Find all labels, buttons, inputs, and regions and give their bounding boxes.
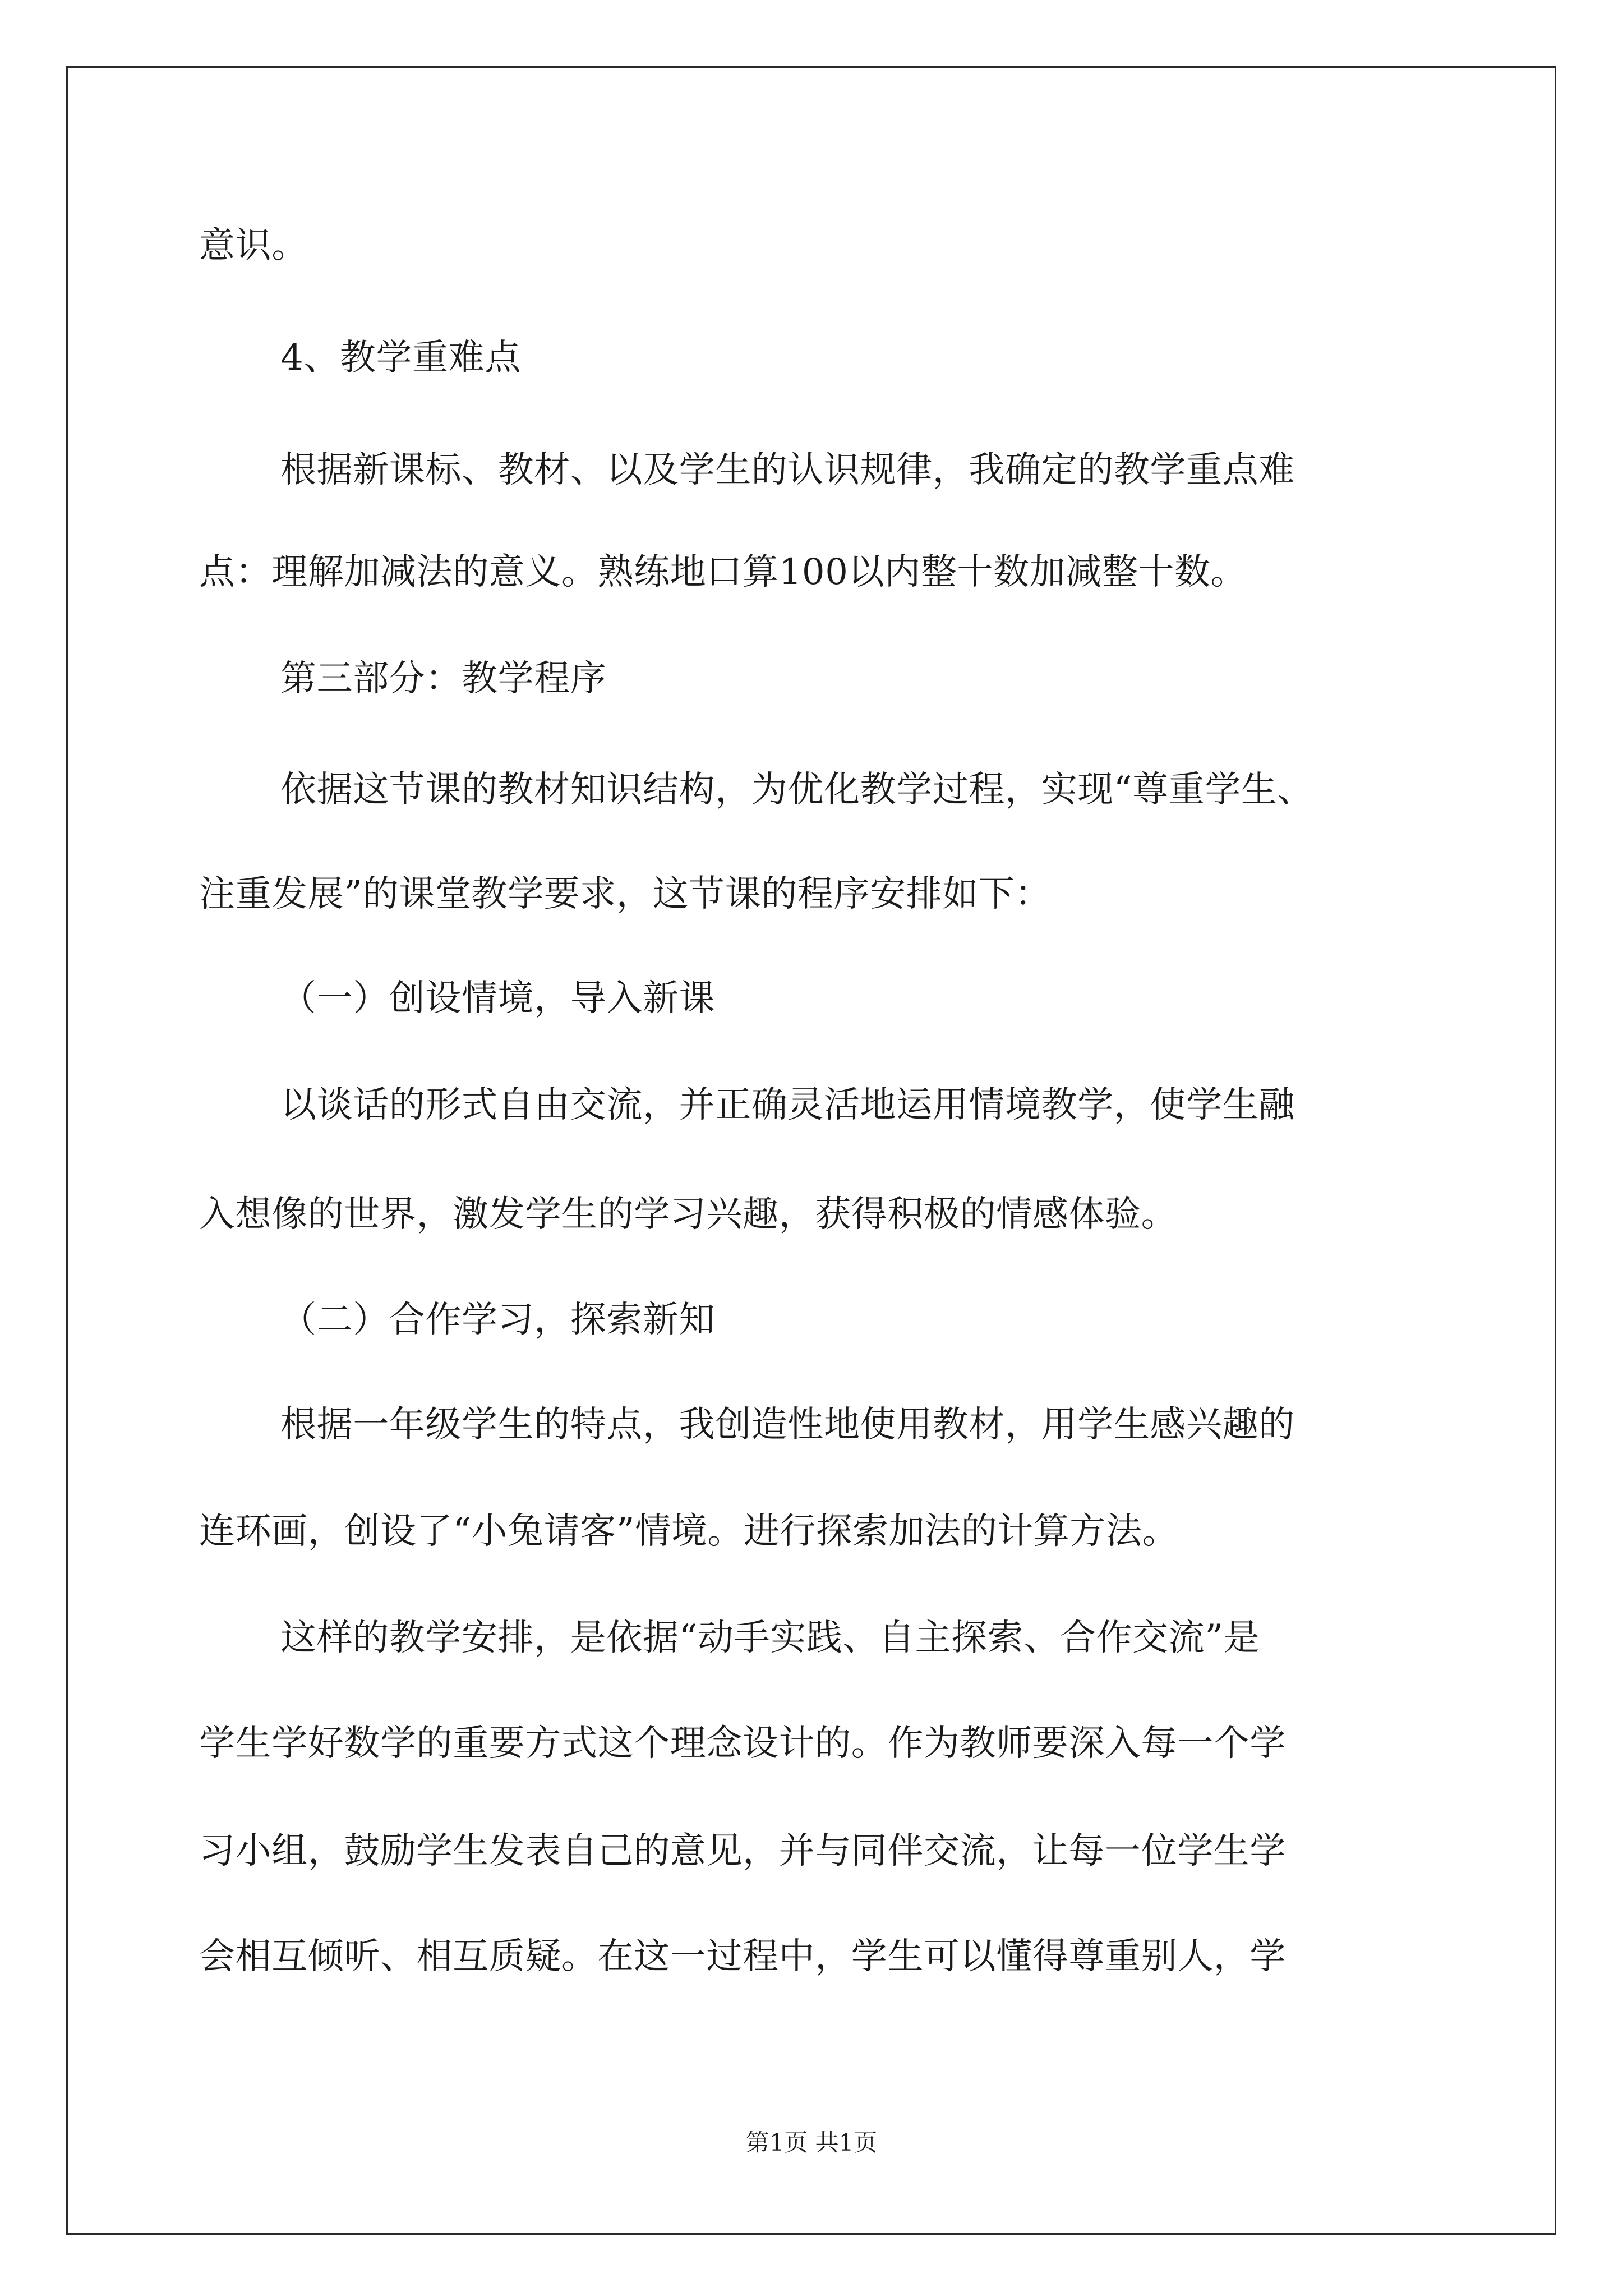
section-heading: 4、教学重难点	[280, 337, 521, 379]
paragraph-line: 意识。	[199, 225, 308, 266]
paragraph-line: 入想像的世界，激发学生的学习兴趣，获得积极的情感体验。	[199, 1194, 1178, 1235]
paragraph-line: 习小组，鼓励学生发表自己的意见，并与同伴交流，让每一位学生学	[199, 1830, 1286, 1872]
paragraph-line: 以谈话的形式自由交流，并正确灵活地运用情境教学，使学生融	[280, 1084, 1295, 1126]
paragraph-line: 注重发展”的课堂教学要求，这节课的程序安排如下：	[199, 873, 1052, 915]
paragraph-line: 点：理解加减法的意义。熟练地口算100以内整十数加减整十数。	[199, 551, 1247, 593]
paragraph-line: 学生学好数学的重要方式这个理念设计的。作为教师要深入每一个学	[199, 1723, 1286, 1764]
paragraph-line: 依据这节课的教材知识结构，为优化教学过程，实现“尊重学生、	[280, 769, 1314, 811]
page-border	[66, 66, 1556, 2235]
section-heading: 第三部分：教学程序	[280, 658, 607, 700]
paragraph-line: 根据一年级学生的特点，我创造性地使用教材，用学生感兴趣的	[280, 1404, 1295, 1446]
paragraph-line: 根据新课标、教材、以及学生的认识规律，我确定的教学重点难	[280, 449, 1295, 491]
paragraph-line: 这样的教学安排，是依据“动手实践、自主探索、合作交流”是	[280, 1617, 1260, 1659]
page-footer: 第1页 共1页	[745, 2129, 878, 2156]
paragraph-line: 会相互倾听、相互质疑。在这一过程中，学生可以懂得尊重别人，学	[199, 1936, 1286, 1977]
paragraph-line: 连环画，创设了“小兔请客”情境。进行探索加法的计算方法。	[199, 1511, 1179, 1552]
subsection-heading: （一）创设情境，导入新课	[280, 978, 716, 1019]
subsection-heading: （二）合作学习，探索新知	[280, 1299, 716, 1341]
